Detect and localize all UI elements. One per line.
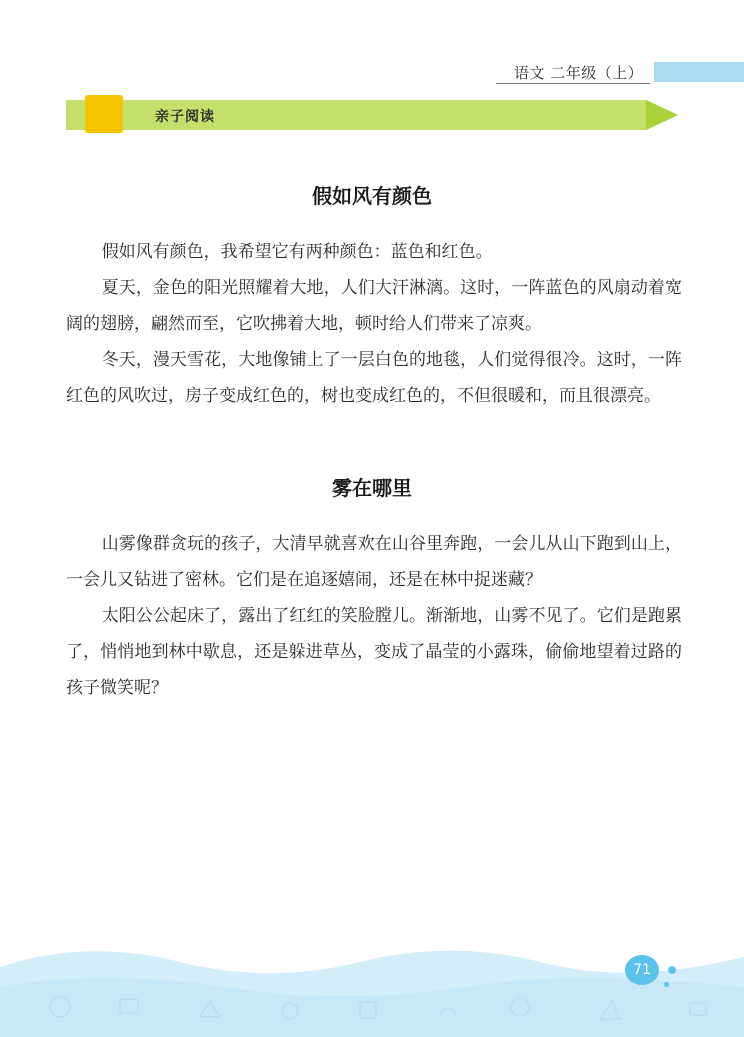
decorative-dot [668,966,676,974]
story-title-2: 雾在哪里 [332,476,412,500]
header-rule [496,83,650,84]
subject-grade-label: 语文 二年级（上） [514,64,644,82]
header-blue-bar [654,62,744,82]
story-body-1 [66,234,682,414]
banner-yellow-square [85,95,123,133]
story-body-2 [66,526,682,706]
paragraph: 假如风有颜色，我希望它有两种颜色：蓝色和红色。 [101,242,493,262]
decorative-dot [664,982,669,987]
paragraph: 夏天，金色的阳光照耀着大地，人们大汗淋漓。这时，一阵蓝色的风扇动着宽阔的翅膀，翩然而至，它吹拂着大地，顿时给人们带来了凉爽。 [66,278,682,334]
story-title-1: 假如风有颜色 [312,184,432,208]
page-number-badge: 71 [625,955,659,985]
paragraph: 冬天，漫天雪花，大地像铺上了一层白色的地毯，人们觉得很冷。这时，一阵红色的风吹过，房子变成红色的，树也变成红色的，不但很暖和，而且很漂亮。 [66,350,682,406]
paragraph: 太阳公公起床了，露出了红红的笑脸膛儿。渐渐地，山雾不见了。它们是跑累了，悄悄地到林中歇息，还是躲进草丛，变成了晶莹的小露珠，偷偷地望着过路的孩子微笑呢？ [66,606,682,698]
section-label: 亲子阅读 [155,109,215,125]
paragraph: 山雾像群贪玩的孩子，大清早就喜欢在山谷里奔跑，一会儿从山下跑到山上，一会儿又钻进了密林。它们是在追逐嬉闹，还是在林中捉迷藏？ [66,534,682,590]
